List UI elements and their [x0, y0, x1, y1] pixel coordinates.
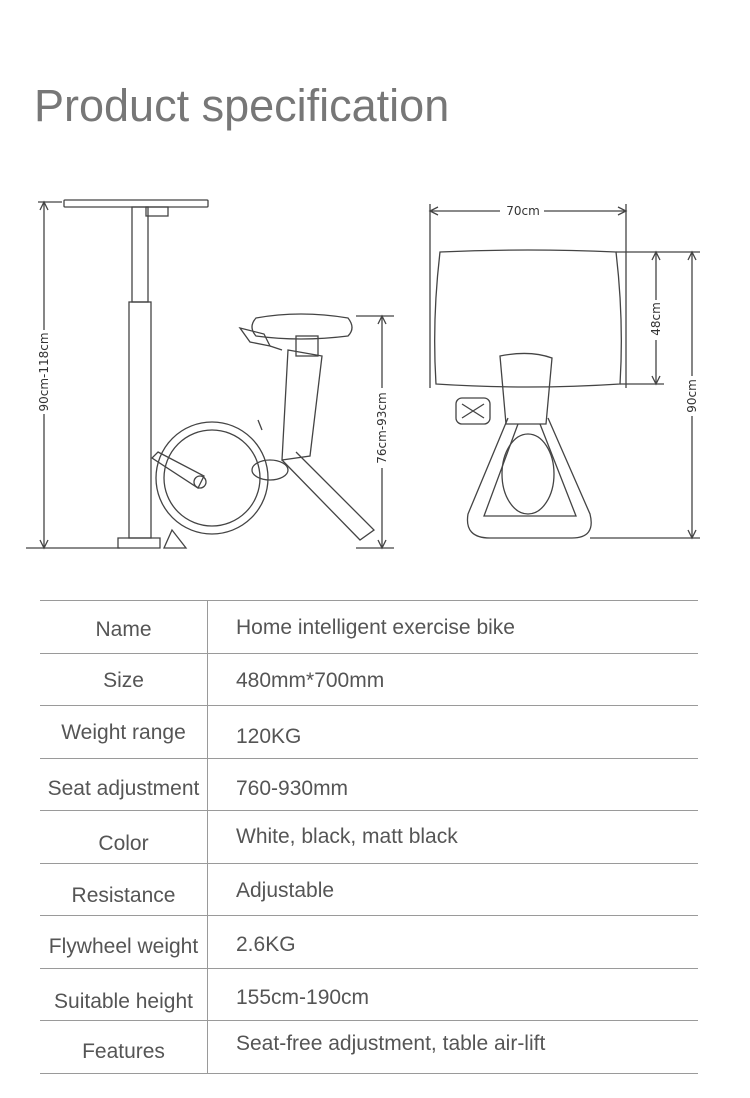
column-divider: [207, 1021, 208, 1073]
spec-row-name: [40, 600, 698, 653]
spec-value: Home intelligent exercise bike: [236, 616, 515, 639]
column-divider: [207, 864, 208, 916]
spec-label: Weight range: [61, 721, 186, 744]
spec-row-weight-range: [40, 705, 698, 758]
overall-height-label: 90cm: [685, 379, 699, 413]
spec-row-color: [40, 810, 698, 863]
spec-value: White, black, matt black: [236, 825, 458, 848]
spec-value: 480mm*700mm: [236, 668, 385, 692]
spec-value: Seat-free adjustment, table air-lift: [236, 1032, 546, 1055]
spec-row-resistance: [40, 863, 698, 916]
spec-label: Color: [98, 832, 149, 855]
spec-row-suitable-height: [40, 968, 698, 1021]
spec-label: Suitable height: [54, 989, 193, 1013]
spec-row-size: [40, 653, 698, 706]
column-divider: [207, 811, 208, 863]
spec-label: Size: [103, 668, 144, 692]
spec-value: 155cm-190cm: [236, 985, 370, 1009]
seat-height-label: 76cm-93cm: [375, 392, 389, 464]
table-height-label: 90cm-118cm: [37, 332, 51, 412]
spec-table: [40, 600, 698, 1074]
spec-label: Name: [95, 618, 152, 641]
spec-value: 120KG: [236, 725, 302, 748]
spec-value: Adjustable: [236, 878, 335, 902]
column-divider: [207, 706, 208, 758]
spec-row-flywheel-weight: [40, 915, 698, 968]
column-divider: [207, 759, 208, 811]
spec-label: Resistance: [71, 883, 176, 907]
spec-label: Seat adjustment: [47, 776, 200, 800]
page-title: Product specification: [34, 80, 450, 131]
product-dimension-diagram: [0, 190, 750, 570]
width-label: 70cm: [506, 204, 540, 218]
spec-label: Flywheel weight: [48, 935, 199, 958]
column-divider: [207, 969, 208, 1021]
spec-value: 760-930mm: [236, 776, 349, 800]
spec-label: Features: [82, 1040, 165, 1063]
column-divider: [207, 601, 208, 653]
spec-row-features: [40, 1020, 698, 1074]
spec-row-seat-adjustment: [40, 758, 698, 811]
desk-depth-label: 48cm: [649, 302, 663, 336]
column-divider: [207, 916, 208, 968]
column-divider: [207, 654, 208, 706]
spec-value: 2.6KG: [236, 933, 296, 956]
